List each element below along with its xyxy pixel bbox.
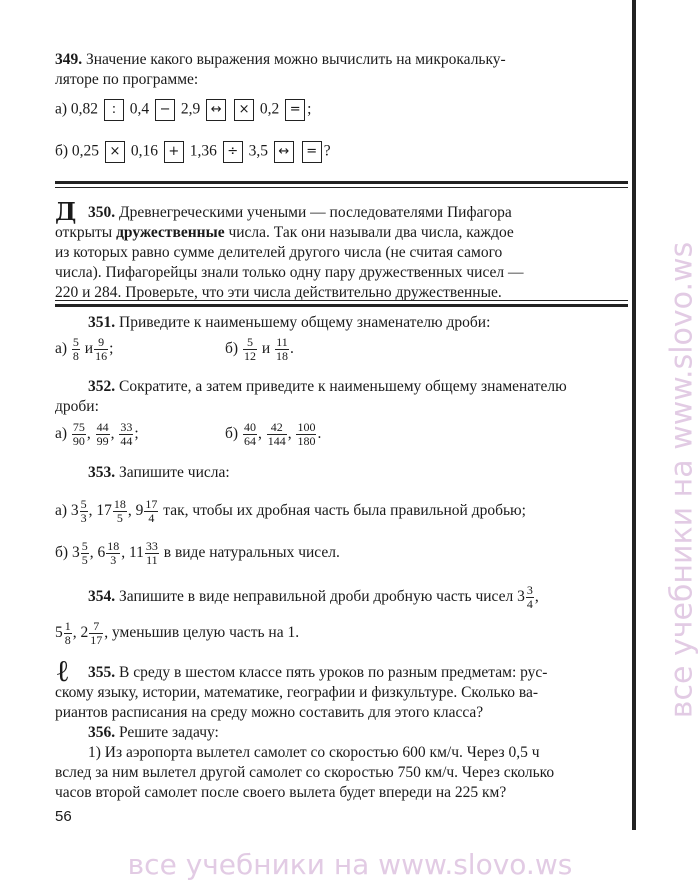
page-number: 56	[55, 808, 72, 825]
problem-356-part1-line1: 1) Из аэропорта вылетел самолет со скоростью 600 км/ч. Через 0,5 ч	[88, 744, 540, 761]
problem-349-a: а) 0,82 : 0,4 − 2,9 ↔ × 0,2 = ;	[55, 99, 311, 121]
problem-352-a: а) $\frac{75}{90}$ , $\frac{44}{99}$ , $\frac{33}{44}$ ;	[55, 420, 139, 448]
problem-350-line3: из которых равно сумме делителей другого числа (не считая самого	[55, 244, 503, 261]
calc-key: +	[164, 141, 184, 163]
problem-349-line1: 349. Значение какого выражения можно вычислить на микрокальку-	[55, 51, 506, 68]
problem-353-line: 353. Запишите числа:	[88, 464, 230, 481]
problem-350-line1: 350. Древнегреческими учеными — последователями Пифагора	[88, 204, 512, 221]
ancient-greek-icon: Д	[55, 197, 77, 226]
calc-key: ×	[105, 141, 125, 163]
problem-353-b: б) 3 $\frac{5}{5}$ , 6 $\frac{18}{3}$ , 11 $\frac{33}{11}$ в виде натуральных чисел.	[55, 539, 340, 567]
problem-354-line1: 354. Запишите в виде неправильной дроби дробную часть чисел 3 $\frac{3}{4}$ ,	[88, 583, 539, 611]
calc-key: −	[155, 99, 175, 121]
section-top-rule-thin	[55, 187, 628, 188]
problem-352-b: б) $\frac{40}{64}$ , $\frac{42}{144}$ , $\frac{100}{180}$ .	[225, 420, 322, 448]
calc-key: ↔	[206, 99, 226, 121]
calc-key: :	[104, 99, 124, 121]
margin-rule	[632, 0, 636, 830]
problem-356-part1-line3: часов второй самолет после своего вылета будет впереди на 225 км?	[55, 784, 507, 801]
problem-351-b: б) $\frac{5}{12}$ и $\frac{11}{18}$ .	[225, 335, 294, 363]
problem-355-line2: скому языку, истории, математике, географии и физкультуре. Сколько ва-	[55, 684, 539, 701]
section-bottom-rule-thin	[55, 300, 628, 301]
bottom-watermark: все учебники на www.slovo.ws	[127, 848, 573, 881]
problem-349-line2: ляторе по программе:	[55, 71, 199, 88]
problem-351-line: 351. Приведите к наименьшему общему знаменателю дроби:	[88, 314, 491, 331]
bookmark-icon: ℓ	[57, 654, 69, 689]
calc-key: ×	[234, 99, 254, 121]
calc-key: ↔	[274, 141, 294, 163]
problem-356-line: 356. Решите задачу:	[88, 724, 219, 741]
problem-350-line5: 220 и 284. Проверьте, что эти числа действительно дружественные.	[55, 284, 502, 301]
side-watermark: все учебники на www.slovo.ws	[664, 241, 700, 719]
problem-356-part1-line2: вслед за ним вылетел другой самолет со скоростью 750 км/ч. Через сколько	[55, 764, 555, 781]
problem-353-a: а) 3 $\frac{5}{3}$ , 17 $\frac{18}{5}$ , 9 $\frac{17}{4}$ так, чтобы их дробная часть была правильной дробью;	[55, 497, 526, 525]
problem-351-a: а) $\frac{5}{8}$ и $\frac{9}{16}$ ;	[55, 335, 114, 363]
calc-key: =	[285, 99, 305, 121]
section-top-rule	[55, 181, 628, 184]
problem-354-line2: 5 $\frac{1}{8}$ , 2 $\frac{7}{17}$ , уменьшив целую часть на 1.	[55, 619, 300, 647]
problem-349-b: б) 0,25 × 0,16 + 1,36 ÷ 3,5 ↔ = ?	[55, 141, 331, 163]
problem-350-line2: открыты дружественные числа. Так они называли два числа, каждое	[55, 224, 514, 241]
problem-352-line2: дроби:	[55, 398, 99, 415]
problem-350-line4: числа). Пифагорейцы знали только одну пару дружественных чисел —	[55, 264, 524, 281]
problem-355-line3: риантов расписания на среду можно составить для этого класса?	[55, 704, 484, 721]
section-bottom-rule	[55, 304, 628, 307]
problem-352-line1: 352. Сократите, а затем приведите к наименьшему общему знаменателю	[88, 378, 567, 395]
problem-355-line1: 355. В среду в шестом классе пять уроков по разным предметам: рус-	[88, 664, 548, 681]
calc-key: ÷	[223, 141, 243, 163]
calc-key: =	[302, 141, 322, 163]
